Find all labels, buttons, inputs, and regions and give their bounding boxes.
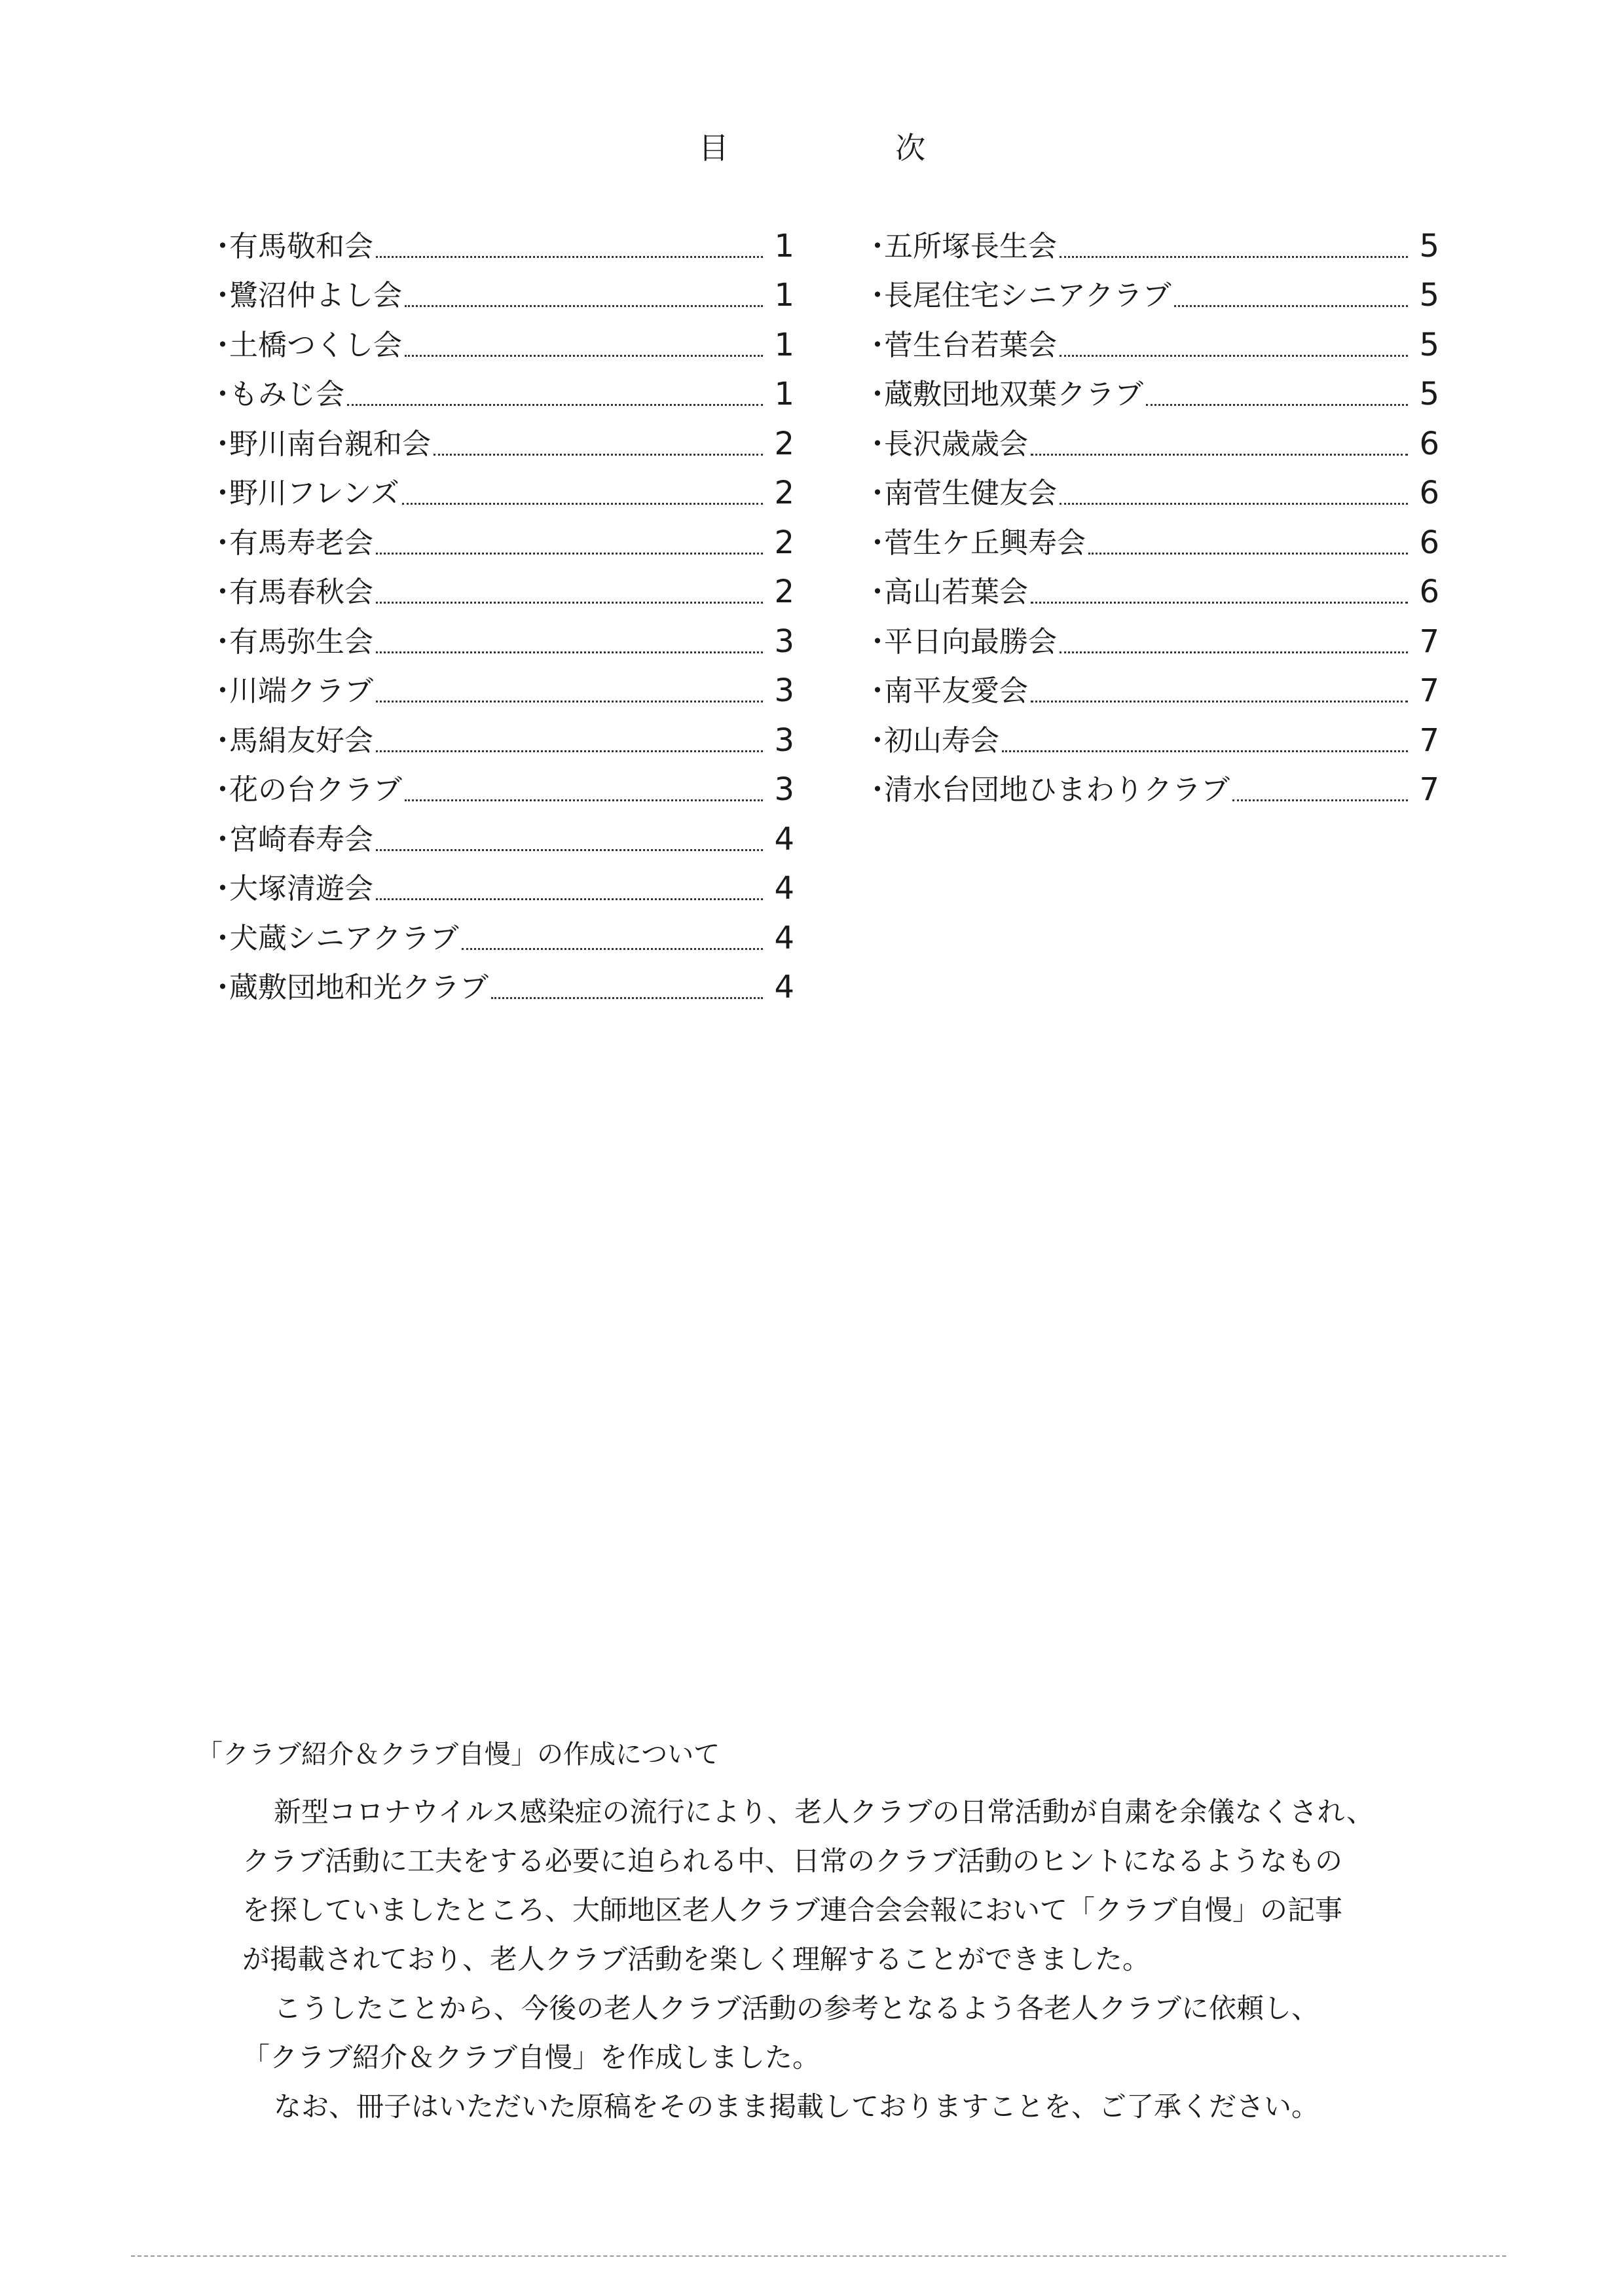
bullet: ・ <box>208 526 237 560</box>
dot-leader <box>376 701 763 702</box>
toc-entry[interactable] <box>208 907 794 957</box>
toc-entry-page: 3 <box>774 672 794 709</box>
toc-entry-page: 4 <box>774 820 794 858</box>
toc-entry-name: 野川南台親和会 <box>229 427 431 461</box>
toc-entry[interactable] <box>208 660 794 710</box>
toc-entry-name: 平日向最勝会 <box>884 625 1057 659</box>
toc-left-column <box>208 215 794 1006</box>
bullet: ・ <box>208 378 237 411</box>
toc-right-column <box>863 215 1439 808</box>
toc-entry-page: 5 <box>1419 227 1439 264</box>
bullet: ・ <box>208 971 237 1004</box>
intro-line: 「クラブ紹介＆クラブ自慢」を作成しました。 <box>242 2041 821 2073</box>
intro-line: を探していましたところ、大師地区老人クラブ連合会会報において「クラブ自慢」の記事 <box>242 1894 1343 1926</box>
intro-line: が掲載されており、老人クラブ活動を楽しく理解することができました。 <box>242 1943 1151 1975</box>
bullet: ・ <box>208 427 237 461</box>
toc-entry-page: 6 <box>1419 425 1439 462</box>
intro-line: なお、冊子はいただいた原稿をそのまま掲載しておりますことを、ご了承ください。 <box>274 2090 1320 2123</box>
intro-line: クラブ活動に工夫をする必要に迫られる中、日常のクラブ活動のヒントになるようなもの <box>242 1845 1343 1877</box>
toc-entry-name: 菅生台若葉会 <box>884 328 1057 362</box>
dot-leader <box>405 355 763 357</box>
toc-entry-name: 有馬寿老会 <box>229 526 373 560</box>
toc-entry-page: 4 <box>774 969 794 1006</box>
intro-heading: 「クラブ紹介＆クラブ自慢」の作成について <box>196 1740 720 1770</box>
toc-entry-name: 清水台団地ひまわりクラブ <box>884 773 1230 807</box>
toc-entry-name: 野川フレンズ <box>229 477 399 510</box>
dot-leader <box>491 997 763 999</box>
dot-leader <box>1174 305 1408 307</box>
bullet: ・ <box>208 921 237 955</box>
toc-entry[interactable] <box>208 511 794 561</box>
toc-entry[interactable] <box>863 660 1439 710</box>
toc-entry-name: 長尾住宅シニアクラブ <box>884 279 1172 312</box>
bullet: ・ <box>863 625 892 659</box>
toc-entry[interactable] <box>208 215 794 264</box>
toc-entry[interactable] <box>863 363 1439 413</box>
dot-leader <box>376 849 763 851</box>
toc-entry-name: 宮崎春寿会 <box>229 822 373 856</box>
bullet: ・ <box>863 674 892 708</box>
bullet: ・ <box>863 723 892 757</box>
dot-leader <box>376 256 763 258</box>
dot-leader <box>405 305 763 307</box>
toc-entry[interactable] <box>863 561 1439 611</box>
toc-entry-page: 3 <box>774 623 794 660</box>
toc-entry-page: 3 <box>774 771 794 808</box>
bullet: ・ <box>208 822 237 856</box>
toc-entry-name: 馬絹友好会 <box>229 723 373 757</box>
toc-entry-page: 6 <box>1419 574 1439 610</box>
dot-leader <box>1002 750 1408 752</box>
toc-entry-page: 2 <box>774 574 794 610</box>
intro-body <box>242 1787 1486 2131</box>
toc-entry-name: 有馬敬和会 <box>229 229 373 263</box>
bullet: ・ <box>863 477 892 510</box>
bullet: ・ <box>863 328 892 362</box>
dot-leader <box>1088 553 1408 555</box>
toc-entry-name: 南平友愛会 <box>884 674 1028 708</box>
toc-entry-name: 高山若葉会 <box>884 575 1028 609</box>
bullet: ・ <box>863 279 892 312</box>
toc-entry[interactable] <box>208 858 794 907</box>
toc-title: 目 次 <box>698 130 1005 166</box>
toc-entry-name: 犬蔵シニアクラブ <box>229 921 459 955</box>
bullet: ・ <box>863 378 892 411</box>
dot-leader <box>376 750 763 752</box>
toc-entry-page: 1 <box>774 227 794 264</box>
bullet: ・ <box>208 477 237 510</box>
toc-entry-page: 5 <box>1419 326 1439 363</box>
toc-entry-page: 2 <box>774 475 794 511</box>
intro-line: こうしたことから、今後の老人クラブ活動の参考となるよう各老人クラブに依頼し、 <box>274 1992 1320 2024</box>
toc-entry-name: 蔵敷団地和光クラブ <box>229 971 489 1004</box>
toc-entry-name: 土橋つくし会 <box>229 328 402 362</box>
bullet: ・ <box>863 575 892 609</box>
dot-leader <box>376 898 763 900</box>
dot-leader <box>347 404 763 406</box>
toc-entry-name: 初山寿会 <box>884 723 999 757</box>
toc-entry[interactable] <box>208 759 794 809</box>
dot-leader <box>1060 503 1408 505</box>
toc-entry[interactable] <box>863 610 1439 660</box>
toc-entry-page: 7 <box>1419 623 1439 660</box>
toc-entry-name: 五所塚長生会 <box>884 229 1057 263</box>
dot-leader <box>376 651 763 653</box>
toc-entry-page: 2 <box>774 524 794 561</box>
bullet: ・ <box>863 526 892 560</box>
toc-entry-page: 6 <box>1419 475 1439 511</box>
bullet: ・ <box>208 723 237 757</box>
toc-entry-name: 花の台クラブ <box>229 773 402 807</box>
bullet: ・ <box>208 328 237 362</box>
toc-entry-page: 2 <box>774 425 794 462</box>
dot-leader <box>462 948 763 950</box>
toc-entry-page: 5 <box>1419 277 1439 314</box>
dot-leader <box>434 454 763 456</box>
toc-entry[interactable] <box>863 759 1439 809</box>
toc-entry-name: 蔵敷団地双葉クラブ <box>884 378 1143 411</box>
toc-entry-name: もみじ会 <box>229 378 344 411</box>
toc-entry-page: 5 <box>1419 376 1439 412</box>
dot-leader <box>376 553 763 555</box>
toc-entry-name: 大塚清遊会 <box>229 872 373 905</box>
bullet: ・ <box>208 872 237 905</box>
toc-entry-page: 4 <box>774 870 794 907</box>
scan-edge-line <box>131 2255 1506 2257</box>
dot-leader <box>1060 651 1408 653</box>
toc-entry-name: 有馬春秋会 <box>229 575 373 609</box>
toc-entry-page: 1 <box>774 326 794 363</box>
dot-leader <box>1232 799 1408 801</box>
toc-entry[interactable] <box>863 709 1439 759</box>
toc-entry[interactable] <box>863 511 1439 561</box>
toc-entry-page: 1 <box>774 277 794 314</box>
intro-line: 新型コロナウイルス感染症の流行により、老人クラブの日常活動が自粛を余儀なくされ、 <box>274 1796 1375 1828</box>
dot-leader <box>1060 355 1408 357</box>
bullet: ・ <box>208 625 237 659</box>
toc-entry-page: 7 <box>1419 672 1439 709</box>
dot-leader <box>1031 454 1408 456</box>
toc-entry[interactable] <box>863 314 1439 363</box>
toc-entry-page: 4 <box>774 919 794 957</box>
bullet: ・ <box>863 773 892 807</box>
toc-entry-name: 鷺沼仲よし会 <box>229 279 402 312</box>
toc-entry[interactable] <box>208 412 794 462</box>
toc-entry-name: 南菅生健友会 <box>884 477 1057 510</box>
dot-leader <box>402 503 763 505</box>
bullet: ・ <box>208 773 237 807</box>
bullet: ・ <box>863 427 892 461</box>
toc-entry[interactable] <box>208 314 794 363</box>
bullet: ・ <box>208 229 237 263</box>
toc-entry[interactable] <box>863 462 1439 512</box>
toc-entry-page: 7 <box>1419 721 1439 759</box>
toc-entry[interactable] <box>863 264 1439 314</box>
toc-entry-name: 川端クラブ <box>229 674 373 708</box>
dot-leader <box>1146 404 1408 406</box>
dot-leader <box>376 602 763 604</box>
toc-entry[interactable] <box>208 561 794 611</box>
toc-entry[interactable] <box>863 412 1439 462</box>
toc-entry[interactable] <box>208 610 794 660</box>
toc-entry-name: 長沢歳歳会 <box>884 427 1028 461</box>
toc-entry-page: 1 <box>774 376 794 412</box>
dot-leader <box>1031 701 1408 702</box>
bullet: ・ <box>208 279 237 312</box>
toc-entry-name: 有馬弥生会 <box>229 625 373 659</box>
toc-entry[interactable] <box>208 363 794 413</box>
dot-leader <box>1060 256 1408 258</box>
bullet: ・ <box>208 575 237 609</box>
toc-entry[interactable] <box>208 957 794 1006</box>
toc-entry-page: 3 <box>774 721 794 759</box>
toc-entry-page: 7 <box>1419 771 1439 808</box>
toc-entry[interactable] <box>208 709 794 759</box>
dot-leader <box>405 799 763 801</box>
bullet: ・ <box>863 229 892 263</box>
bullet: ・ <box>208 674 237 708</box>
toc-entry-page: 6 <box>1419 524 1439 561</box>
toc-entry[interactable] <box>863 215 1439 264</box>
toc-entry[interactable] <box>208 264 794 314</box>
toc-entry[interactable] <box>208 462 794 512</box>
toc-entry[interactable] <box>208 808 794 858</box>
dot-leader <box>1031 602 1408 604</box>
toc-entry-name: 菅生ケ丘興寿会 <box>884 526 1086 560</box>
